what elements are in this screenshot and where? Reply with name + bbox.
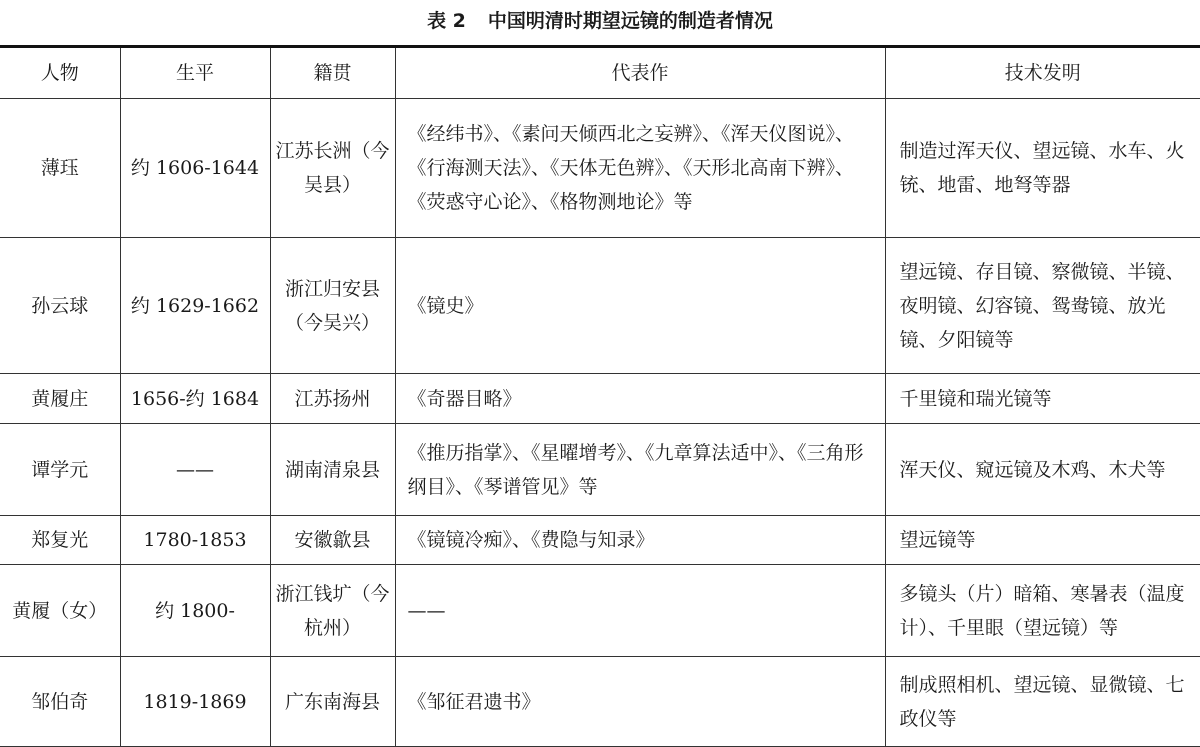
cell-origin: 浙江钱圹（今杭州）	[270, 565, 395, 657]
cell-origin: 江苏长洲（今吴县）	[270, 99, 395, 238]
cell-life: 约 1629-1662	[120, 238, 270, 374]
makers-table	[0, 45, 1200, 747]
header-origin: 籍贯	[270, 47, 395, 99]
cell-person: 邹伯奇	[0, 657, 120, 747]
cell-life: 1819-1869	[120, 657, 270, 747]
cell-works: 《镜镜冷痴》、《费隐与知录》	[395, 516, 885, 565]
header-row	[0, 47, 1200, 99]
cell-origin: 湖南清泉县	[270, 424, 395, 516]
cell-life: ——	[120, 424, 270, 516]
cell-life: 约 1800-	[120, 565, 270, 657]
cell-works: 《经纬书》、《素问天倾西北之妄辨》、《浑天仪图说》、《行海测天法》、《天体无色辨》、《天形北高南下辨》、《荧惑守心论》、《格物测地论》等	[395, 99, 885, 238]
cell-origin: 广东南海县	[270, 657, 395, 747]
cell-inventions: 制造过浑天仪、望远镜、水车、火铳、地雷、地弩等器	[885, 99, 1200, 238]
header-works: 代表作	[395, 47, 885, 99]
cell-inventions: 多镜头（片）暗箱、寒暑表（温度计）、千里眼（望远镜）等	[885, 565, 1200, 657]
cell-inventions: 浑天仪、窥远镜及木鸡、木犬等	[885, 424, 1200, 516]
cell-life: 1656-约 1684	[120, 374, 270, 424]
table-row	[0, 424, 1200, 516]
cell-life: 约 1606-1644	[120, 99, 270, 238]
table-row	[0, 516, 1200, 565]
cell-person: 黄履（女）	[0, 565, 120, 657]
cell-origin: 安徽歙县	[270, 516, 395, 565]
header-person: 人物	[0, 47, 120, 99]
cell-inventions: 望远镜等	[885, 516, 1200, 565]
cell-inventions: 制成照相机、望远镜、显微镜、七政仪等	[885, 657, 1200, 747]
cell-works: 《邹征君遗书》	[395, 657, 885, 747]
table-row	[0, 657, 1200, 747]
cell-inventions: 望远镜、存目镜、察微镜、半镜、夜明镜、幻容镜、鸳鸯镜、放光镜、夕阳镜等	[885, 238, 1200, 374]
cell-works: 《奇器目略》	[395, 374, 885, 424]
table-row	[0, 238, 1200, 374]
cell-works: 《镜史》	[395, 238, 885, 374]
table-caption	[0, 6, 1200, 36]
cell-origin: 江苏扬州	[270, 374, 395, 424]
cell-person: 孙云球	[0, 238, 120, 374]
table-row	[0, 99, 1200, 238]
table-row	[0, 565, 1200, 657]
cell-life: 1780-1853	[120, 516, 270, 565]
table-number: 表 2	[427, 10, 466, 32]
cell-person: 郑复光	[0, 516, 120, 565]
cell-works: 《推历指掌》、《星曜增考》、《九章算法适中》、《三角形纲目》、《琴谱管见》等	[395, 424, 885, 516]
table-row	[0, 374, 1200, 424]
table-title: 中国明清时期望远镜的制造者情况	[487, 10, 773, 32]
cell-origin: 浙江归安县（今吴兴）	[270, 238, 395, 374]
header-life: 生平	[120, 47, 270, 99]
cell-works: ——	[395, 565, 885, 657]
header-inventions: 技术发明	[885, 47, 1200, 99]
cell-inventions: 千里镜和瑞光镜等	[885, 374, 1200, 424]
cell-person: 薄珏	[0, 99, 120, 238]
cell-person: 谭学元	[0, 424, 120, 516]
cell-person: 黄履庄	[0, 374, 120, 424]
